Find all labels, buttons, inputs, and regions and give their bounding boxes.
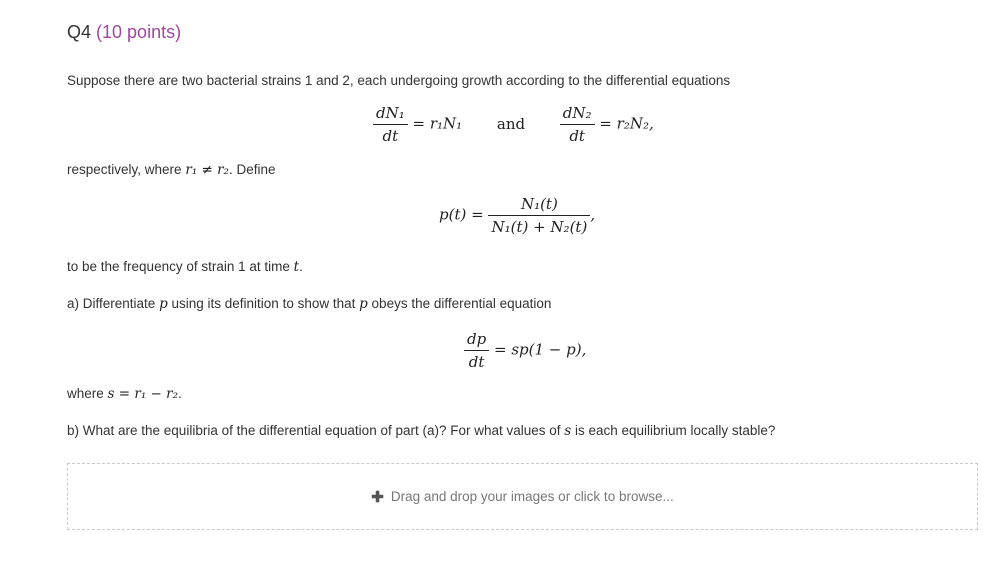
question-title — [67, 22, 181, 43]
p-lhs: p(t) = — [439, 205, 484, 224]
define-text: . Define — [228, 162, 276, 177]
growth-equations — [373, 104, 654, 145]
and-word: and — [496, 114, 526, 133]
dp-numerator: dp — [464, 330, 489, 351]
part-a-prefix: a) Differentiate — [67, 296, 156, 311]
dp-dt-fraction — [464, 330, 489, 371]
frequency-line: to be the frequency of strain 1 at time t. — [67, 259, 303, 275]
p-fraction — [488, 195, 590, 236]
r1-neq-r2: r₁ ≠ r₂ — [185, 162, 229, 178]
dN2-dt-fraction — [560, 104, 595, 145]
where-line: where s = r₁ − r₂. — [67, 386, 182, 402]
respectively-text: respectively, where — [67, 162, 182, 177]
dN2-denominator: dt — [569, 127, 585, 145]
frequency-definition — [439, 195, 595, 236]
dN1-numerator: dN₁ — [373, 104, 408, 125]
intro-paragraph: Suppose there are two bacterial strains 1 and 2, each undergoing growth according to the differential equations — [67, 73, 731, 88]
part-b-prefix: b) What are the equilibria of the differential equation of part (a)? For what values of — [67, 423, 561, 438]
s-definition: s = r₁ − r₂ — [107, 386, 178, 402]
equation-1-rhs: = r₁N₁ — [412, 114, 463, 133]
equation-2-rhs: = r₂N₂, — [599, 114, 654, 133]
part-a-line — [67, 296, 551, 312]
part-b-line — [67, 423, 775, 439]
where-text: where — [67, 386, 104, 401]
ode-rhs: = sp(1 − p), — [494, 340, 587, 359]
part-a-middle: using its definition to show that — [171, 296, 356, 311]
p-comma: , — [590, 205, 596, 224]
question-points: (10 points) — [96, 22, 182, 42]
part-b-suffix: is each equilibrium locally stable? — [575, 423, 776, 438]
dN1-dt-fraction — [373, 104, 408, 145]
p-denominator: N₁(t) + N₂(t) — [491, 218, 588, 236]
p-variable-2: p — [359, 296, 368, 312]
p-variable: p — [159, 296, 168, 312]
image-upload-dropzone[interactable] — [67, 463, 978, 530]
dN2-numerator: dN₂ — [560, 104, 595, 125]
frequency-text: to be the frequency of strain 1 at time — [67, 259, 290, 274]
respectively-line — [67, 162, 275, 178]
logistic-equation — [464, 330, 586, 371]
p-numerator: N₁(t) — [488, 195, 590, 216]
s-variable: s — [564, 423, 572, 439]
t-variable: t — [293, 259, 300, 275]
dp-denominator: dt — [468, 353, 485, 371]
plus-icon: ✚ — [371, 488, 384, 506]
dN1-denominator: dt — [382, 127, 399, 145]
part-a-suffix: obeys the differential equation — [371, 296, 552, 311]
upload-label: Drag and drop your images or click to browse... — [390, 489, 674, 504]
question-number: Q4 — [67, 22, 92, 42]
